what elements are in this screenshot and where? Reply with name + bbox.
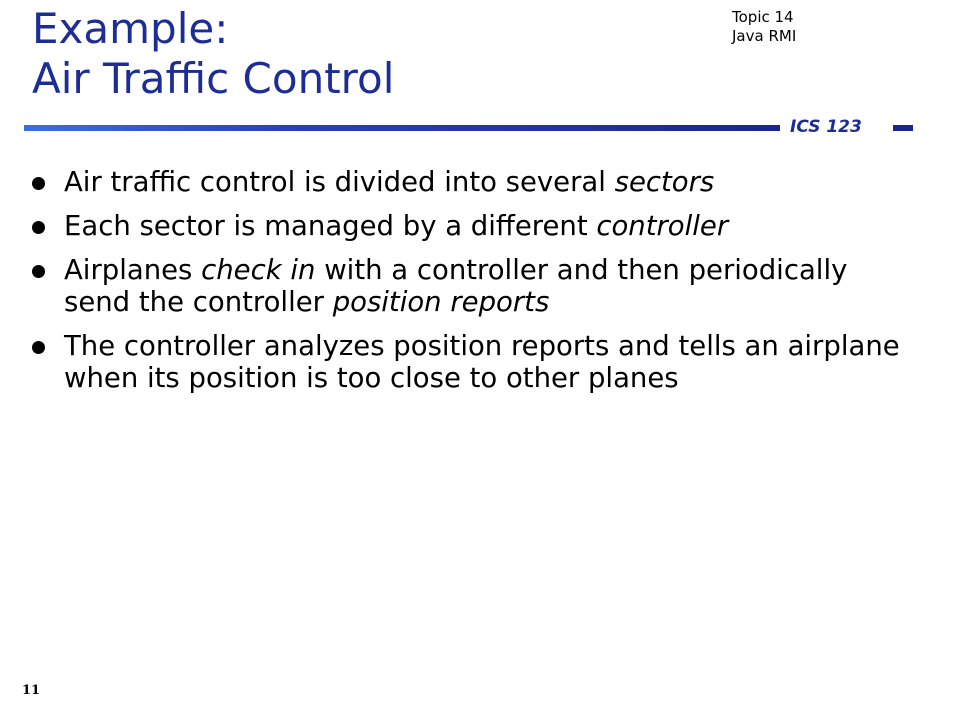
title-line-1: Example: <box>32 4 229 53</box>
page-number: 11 <box>22 683 41 698</box>
topic-name: Java RMI <box>732 27 797 45</box>
bullet-emphasis: controller <box>596 210 729 242</box>
bullet-item <box>28 210 908 242</box>
topic-number: Topic 14 <box>732 8 794 26</box>
bullet-item <box>28 254 908 318</box>
bullet-text: with a controller and then periodically send the controller <box>64 254 848 318</box>
bullet-emphasis: check in <box>201 254 316 286</box>
bullet-dot-icon <box>32 221 45 234</box>
header-rule-left <box>24 125 780 131</box>
bullet-text: Airplanes <box>64 254 202 286</box>
bullet-emphasis: position reports <box>332 286 550 318</box>
bullet-dot-icon <box>32 265 45 278</box>
title-line-2: Air Traffic Control <box>32 54 395 103</box>
header-rule-right <box>893 125 913 131</box>
bullet-text: Each sector is managed by a different <box>64 210 597 242</box>
bullet-item <box>28 166 908 198</box>
bullet-item <box>28 330 908 394</box>
course-label: ICS 123 <box>790 117 862 137</box>
slide-title <box>32 4 394 104</box>
bullet-dot-icon <box>32 341 45 354</box>
bullet-text: The controller analyzes position reports and tells an airplane when its position is too close to other planes <box>64 330 900 394</box>
bullet-dot-icon <box>32 177 45 190</box>
topic-label <box>732 8 796 46</box>
bullet-list <box>28 166 908 406</box>
bullet-text: Air traffic control is divided into several <box>64 166 615 198</box>
bullet-emphasis: sectors <box>614 166 715 198</box>
